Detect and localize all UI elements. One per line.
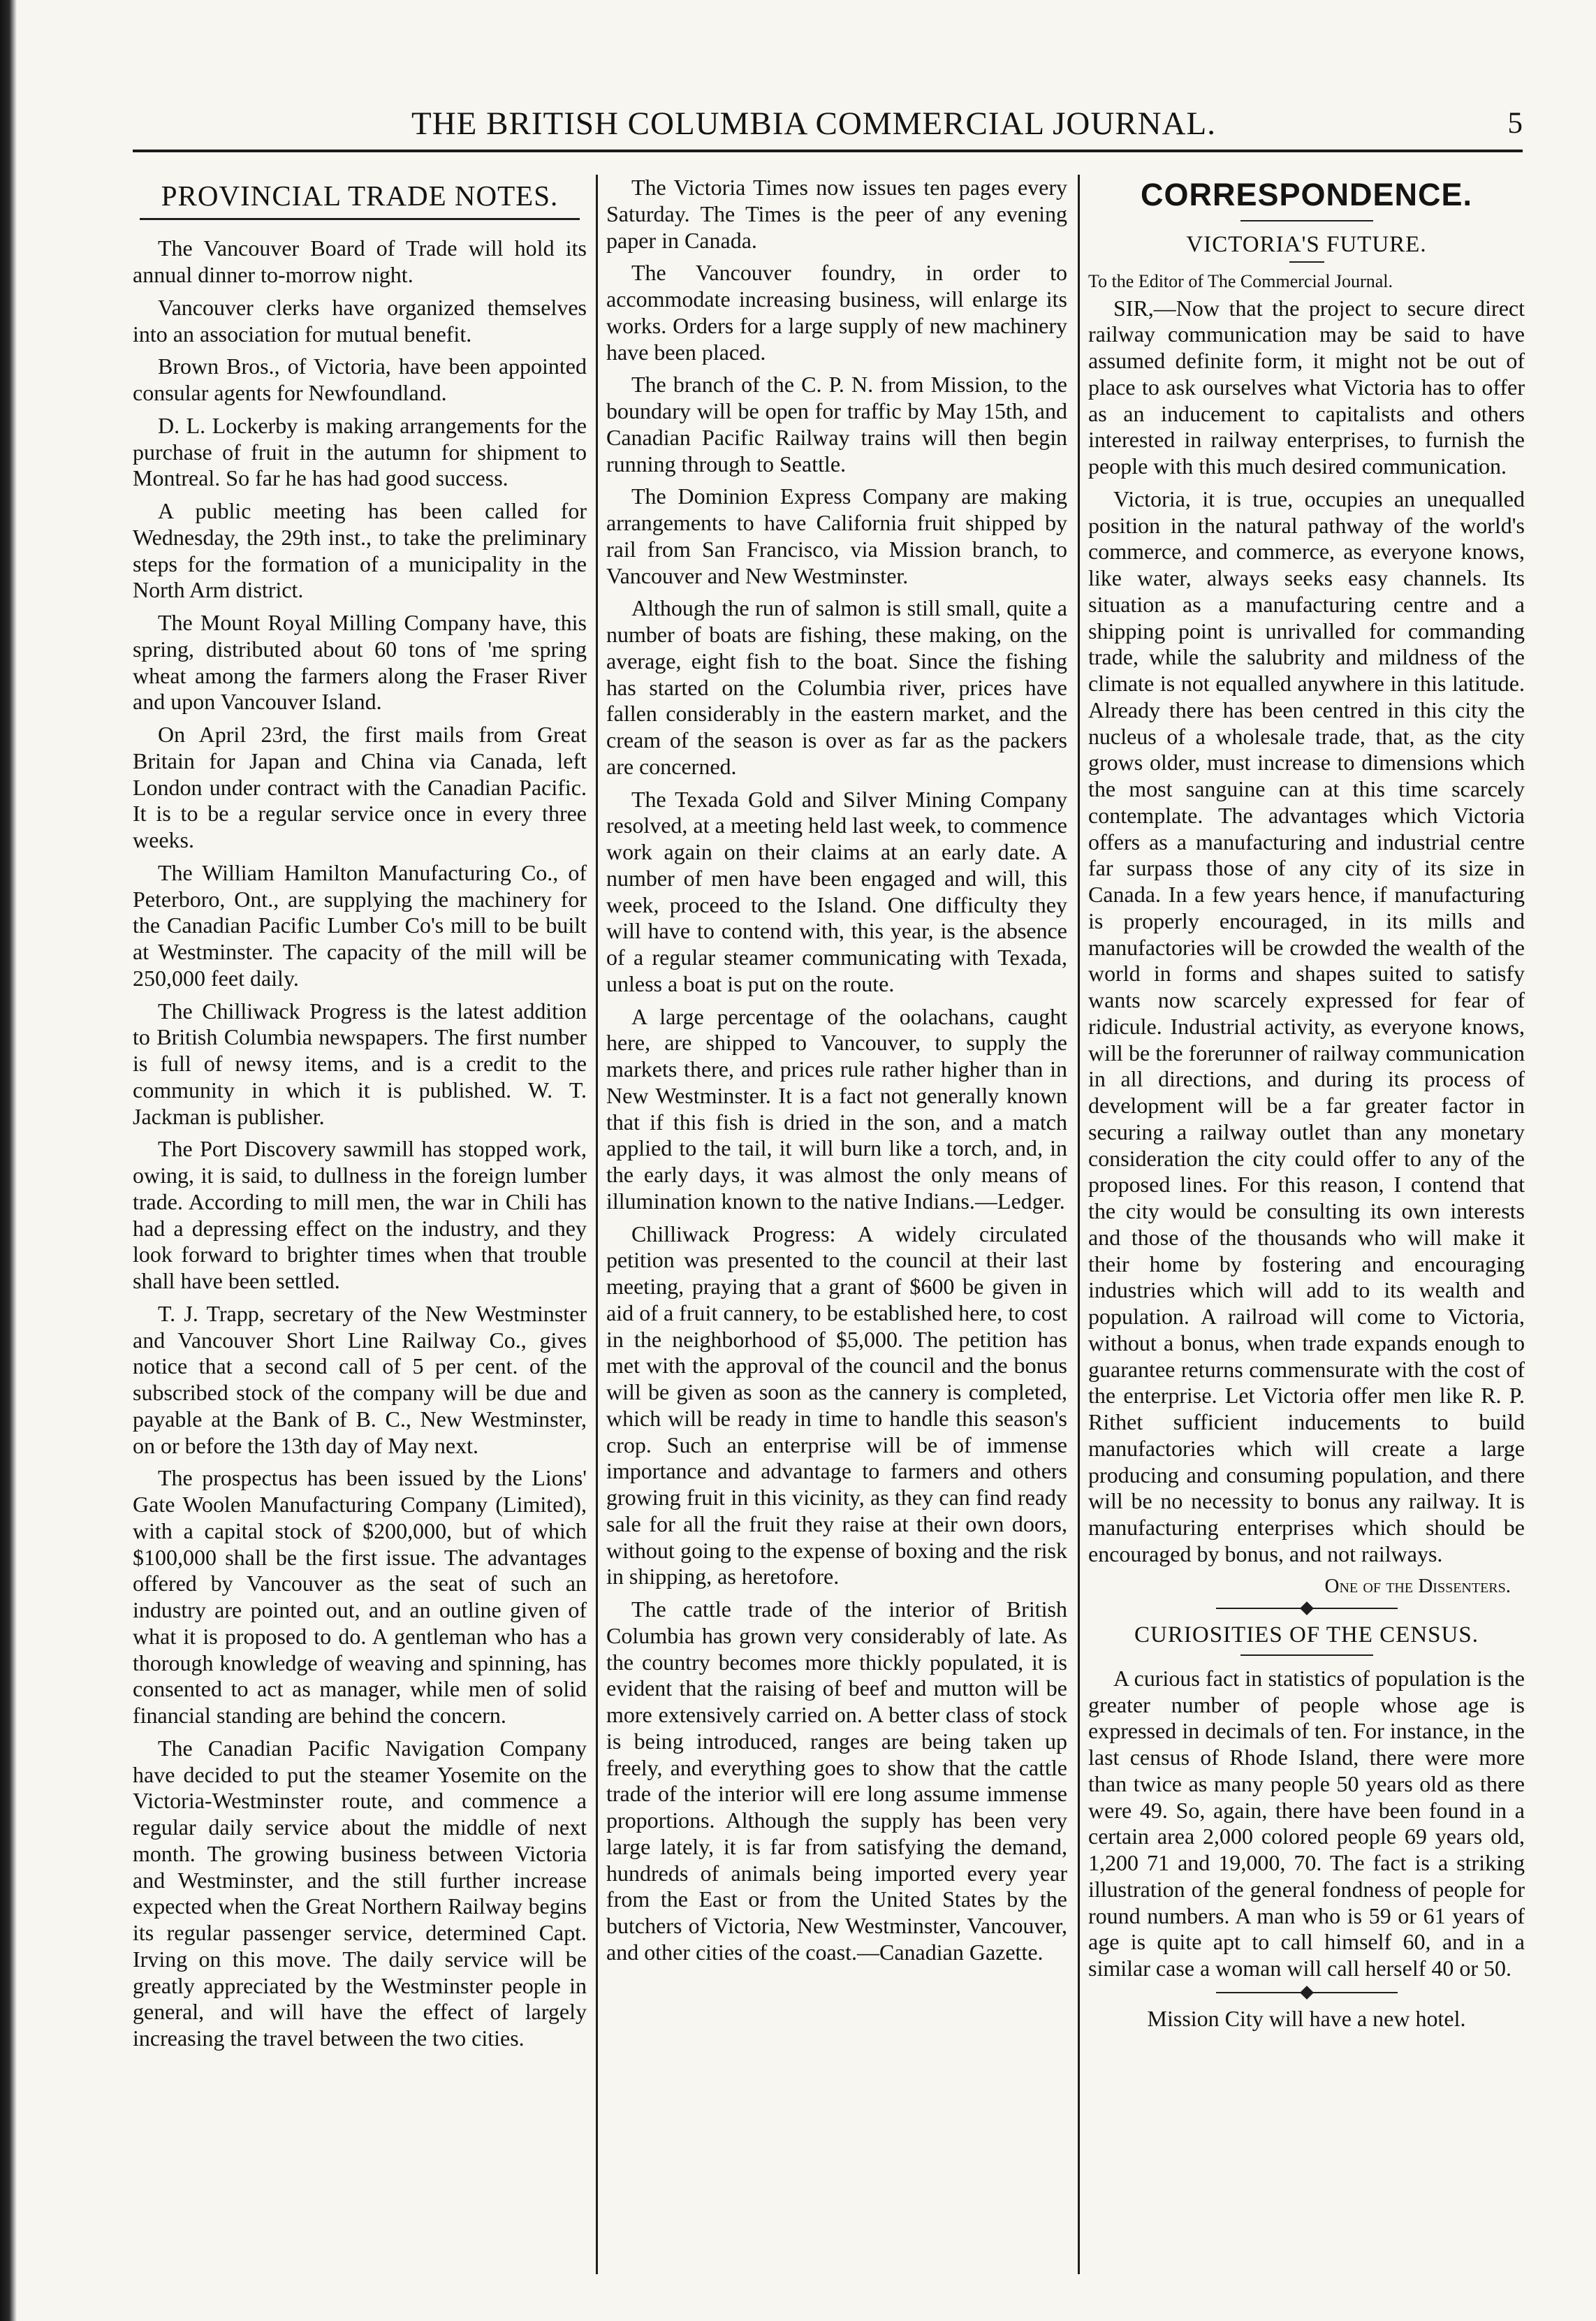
letter-paragraph: SIR,—Now that the project to secure direct railway communication may be said to have assumed definite form, it might not be out of place to ask ourselves what Victoria has to offer as an inducement to capitalists and others interested in railway enterprises, to furnish the people with this much desired communication. bbox=[1088, 295, 1525, 479]
page-header bbox=[105, 105, 1523, 154]
column-correspondence bbox=[1088, 175, 1525, 2274]
article-paragraph: The William Hamilton Manufacturing Co., of Peterboro, Ont., are supplying the machinery for the Canadian Pacific Lumber Co's mill to be built at Westminster. The capacity of the mill will be 250,000 feet daily. bbox=[133, 859, 587, 991]
article-paragraph: The cattle trade of the interior of British Columbia has grown very considerably of late. As the country becomes more thickly populated, it is evident that the raising of beef and mutton will be more extensively carried on. A better class of stock is being introduced, ranges are being taken up freely, and everything goes to show that the cattle trade of the interior will ere long assume immense proportions. Although the supply has been very large lately, it is far from satisfying the demand, hundreds of animals being imported every year from the East or from the United States by the butchers of Victoria, New Westminster, Vancouver, and other cities of the coast.—Canadian Gazette. bbox=[606, 1596, 1067, 1965]
article-paragraph: The Chilliwack Progress is the latest addition to British Columbia newspapers. The first number is full of newsy items, and is a credit to the community in which it is published. W. T. Jackman is publisher. bbox=[133, 998, 587, 1129]
section-rule bbox=[140, 218, 580, 220]
article-paragraph: A large percentage of the oolachans, caught here, are shipped to Vancouver, to supply the markets there, and prices rule rather higher than in New Westminster. It is a fact not generally known that if this fish is dried in the son, and a match applied to the tail, it will burn like a torch, and, in the early days, it was almost the only means of illumination known to the native Indians.—Ledger. bbox=[606, 1003, 1067, 1214]
closing-note: Mission City will have a new hotel. bbox=[1147, 2005, 1466, 2031]
article-paragraph: The Dominion Express Company are making arrangements to have California fruit shipped by rail from San Francisco, via Mission branch, to Vancouver and New Westminster. bbox=[606, 483, 1067, 588]
article-paragraph: The Port Discovery sawmill has stopped work, owing, it is said, to dullness in the foreign lumber trade. According to mill men, the war in Chili has had a depressing effect on the industry, and they look forward to brighter times when that trouble shall have been settled. bbox=[133, 1136, 587, 1294]
column-divider bbox=[1078, 175, 1080, 2274]
ornament-divider bbox=[1216, 1992, 1398, 1993]
page-number: 5 bbox=[1507, 107, 1523, 140]
article-paragraph: On April 23rd, the first mails from Great Britain for Japan and China via Canada, left London under contract with the Canadian Pacific. It is to be a regular service once in every three weeks. bbox=[133, 722, 587, 853]
heading-rule bbox=[1240, 220, 1373, 221]
letter-title: VICTORIA'S FUTURE. bbox=[1186, 232, 1427, 258]
header-rule bbox=[133, 150, 1523, 152]
article-paragraph: The Canadian Pacific Navigation Company have decided to put the steamer Yosemite on the Victoria-Westminster route, and commence a regular daily service about the middle of next month. The growing business between Victoria and Westminster, and the still further increase expected when the Great Northern Railway begins its regular passenger service, determined Capt. Irving on this move. The daily service will be greatly appreciated by the Westminster people in general, and will have the effect of largely increasing the travel between the two cities. bbox=[133, 1735, 587, 2051]
title-rule bbox=[1240, 1654, 1373, 1656]
article-paragraph: Vancouver clerks have organized themselves into an association for mutual benefit. bbox=[133, 294, 587, 347]
article-paragraph: Although the run of salmon is still small, quite a number of boats are fishing, these making, on the average, eight fish to the boat. Since the fishing has started on the Columbia river, prices have fallen considerably in the eastern market, and the cream of the season is over as far as the packers are concerned. bbox=[606, 595, 1067, 779]
letter-paragraph: Victoria, it is true, occupies an unequalled position in the natural pathway of the world's commerce, and commerce, as everyone knows, like water, always seeks easy channels. Its situation as a manufacturing centre and a shipping point is unrivalled for commanding trade, while the salubrity and mildness of the climate is not equalled anywhere in this latitude. Already there has been centred in this city the nucleus of a wholesale trade, that, as the city grows older, must increase to dimensions which the most sanguine can at this time scarcely contemplate. The advantages which Victoria offers as a manufacturing and industrial centre far surpass those of any city of its size in Canada. In a few years hence, if manufacturing is properly encouraged, in its mills and manufactories will be crowded the wealth of the world in forms and shapes suited to satisfy wants now scarcely expressed for fear of ridicule. Industrial activity, as everyone knows, will be the forerunner of railway communication in all directions, and during its process of development will be a far greater factor in securing a railway outlet than any monetary consideration the city could offer to any of the proposed lines. For this reason, I contend that the city would be consulting its own interests and those of the thousands who will make it their home by fostering and encouraging industries which will add to its wealth and population. A railroad will come to Victoria, without a bonus, when trade expands enough to guarantee returns commensurate with the cost of the enterprise. Let Victoria offer men like R. P. Rithet sufficient inducements to build manufactories which will create a large producing and consuming population, and there will be no necessity to bonus any railway. It is manufacturing enterprises which should be encouraged by bonus, and not railways. bbox=[1088, 486, 1525, 1566]
article-paragraph: Brown Bros., of Victoria, have been appointed consular agents for Newfoundland. bbox=[133, 354, 587, 406]
scan-edge bbox=[0, 0, 17, 2321]
running-title: THE BRITISH COLUMBIA COMMERCIAL JOURNAL. bbox=[411, 106, 1216, 142]
census-paragraph: A curious fact in statistics of population is the greater number of people whose age is expressed in decimals of ten. For instance, in the last census of Rhode Island, there were more than twice as many people 50 years old as there were 49. So, again, there have been found in a certain area 2,000 colored people 69 years old, 1,200 71 and 19,000, 70. The fact is a striking illustration of the general fondness of people for round numbers. A man who is 59 or 61 years of age is quite apt to call himself 60, and in a similar case a woman will call herself 40 or 50. bbox=[1088, 1665, 1525, 1981]
article-paragraph: The Vancouver foundry, in order to accommodate increasing business, will enlarge its works. Orders for a large supply of new machinery have been placed. bbox=[606, 260, 1067, 365]
letter-salutation: To the Editor of The Commercial Journal. bbox=[1088, 271, 1393, 292]
column-provincial-trade-notes bbox=[133, 175, 587, 2274]
ornament-divider bbox=[1216, 1608, 1398, 1609]
correspondence-heading: CORRESPONDENCE. bbox=[1140, 177, 1473, 212]
column-divider bbox=[596, 175, 598, 2274]
diamond-ornament-icon bbox=[1300, 1601, 1314, 1615]
article-paragraph: The prospectus has been issued by the Lions' Gate Woolen Manufacturing Company (Limited), with a capital stock of $200,000, but of which $100,000 shall be the first issue. The advantages offered by Vancouver as the seat of such an industry are pointed out, and an outline given of what it is proposed to do. A gentleman who has a thorough knowledge of weaving and spinning, has consented to act as manager, while men of solid financial standing are behind the concern. bbox=[133, 1465, 587, 1729]
census-title: CURIOSITIES OF THE CENSUS. bbox=[1134, 1622, 1479, 1647]
article-paragraph: T. J. Trapp, secretary of the New Westminster and Vancouver Short Line Railway Co., gives notice that a second call of 5 per cent. of the subscribed stock of the company will be due and payable at the Bank of B. C., New Westminster, on or before the 13th day of May next. bbox=[133, 1300, 587, 1458]
article-paragraph: A public meeting has been called for Wednesday, the 29th inst., to take the preliminary steps for the formation of a municipality in the North Arm district. bbox=[133, 498, 587, 603]
article-paragraph: D. L. Lockerby is making arrangements for the purchase of fruit in the autumn for shipment to Montreal. So far he has had good success. bbox=[133, 412, 587, 491]
article-paragraph: The Victoria Times now issues ten pages every Saturday. The Times is the peer of any evening paper in Canada. bbox=[606, 175, 1067, 253]
column-trade-notes-continued bbox=[606, 175, 1067, 2274]
letter-signature: One of the Dissenters. bbox=[1324, 1574, 1511, 1597]
article-paragraph: The branch of the C. P. N. from Mission, to the boundary will be open for traffic by May 15th, and Canadian Pacific Railway trains will then begin running through to Seattle. bbox=[606, 372, 1067, 476]
section-heading: PROVINCIAL TRADE NOTES. bbox=[161, 180, 559, 212]
article-paragraph: The Mount Royal Milling Company have, this spring, distributed about 60 tons of 'me spring wheat among the farmers along the Fraser River and upon Vancouver Island. bbox=[133, 610, 587, 715]
article-paragraph: Chilliwack Progress: A widely circulated petition was presented to the council at their last meeting, praying that a grant of $600 be given in aid of a fruit cannery, to be established here, to cost in the neighborhood of $5,000. The petition has met with the approval of the council and the bonus will be given as soon as the cannery is completed, which will be ready in time to handle this season's crop. Such an enterprise will be of immense importance and advantage to farmers and others growing fruit in this vicinity, as they can find ready sale for all the fruit they raise at their own doors, without going to the expense of boxing and the risk in shipping, as heretofore. bbox=[606, 1221, 1067, 1589]
title-rule bbox=[1289, 261, 1324, 263]
diamond-ornament-icon bbox=[1300, 1986, 1314, 2000]
article-paragraph: The Vancouver Board of Trade will hold its annual dinner to-morrow night. bbox=[133, 235, 587, 288]
article-paragraph: The Texada Gold and Silver Mining Company resolved, at a meeting held last week, to commence work again on their claims at an early date. A number of men have been engaged and will, this week, proceed to the Island. One difficulty they will have to contend with, this year, is the absence of a regular steamer communicating with Texada, unless a boat is put on the route. bbox=[606, 786, 1067, 996]
